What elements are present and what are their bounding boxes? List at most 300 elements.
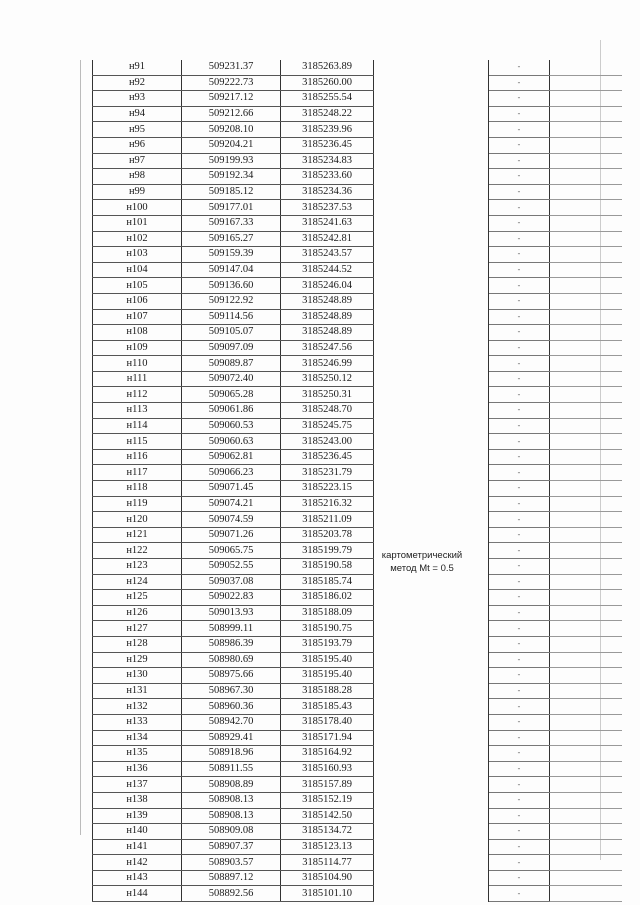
table-row — [93, 75, 623, 91]
table-row — [93, 215, 623, 231]
error-cell: - — [489, 356, 550, 372]
extra-cell — [550, 605, 623, 621]
y-coordinate-cell: 3185203.78 — [281, 527, 374, 543]
x-coordinate-cell: 508909.08 — [182, 824, 281, 840]
y-coordinate-cell: 3185248.70 — [281, 403, 374, 419]
method-cell — [374, 449, 489, 465]
point-name-cell: н140 — [93, 824, 182, 840]
x-coordinate-cell: 508942.70 — [182, 714, 281, 730]
table-row — [93, 543, 623, 559]
point-name-cell: н106 — [93, 293, 182, 309]
x-coordinate-cell: 508907.37 — [182, 839, 281, 855]
error-cell: - — [489, 465, 550, 481]
extra-cell — [550, 231, 623, 247]
scan-edge-line — [80, 60, 81, 835]
method-cell — [374, 699, 489, 715]
table-row — [93, 699, 623, 715]
x-coordinate-cell: 508908.89 — [182, 777, 281, 793]
y-coordinate-cell: 3185241.63 — [281, 215, 374, 231]
error-cell: - — [489, 512, 550, 528]
point-name-cell: н114 — [93, 418, 182, 434]
table-row — [93, 91, 623, 107]
y-coordinate-cell: 3185242.81 — [281, 231, 374, 247]
extra-cell — [550, 434, 623, 450]
x-coordinate-cell: 509177.01 — [182, 200, 281, 216]
point-name-cell: н94 — [93, 106, 182, 122]
extra-cell — [550, 449, 623, 465]
point-name-cell: н98 — [93, 169, 182, 185]
x-coordinate-cell: 508929.41 — [182, 730, 281, 746]
method-cell — [374, 371, 489, 387]
table-row — [93, 325, 623, 341]
table-row — [93, 403, 623, 419]
point-name-cell: н110 — [93, 356, 182, 372]
method-cell — [374, 75, 489, 91]
y-coordinate-cell: 3185248.89 — [281, 293, 374, 309]
table-row — [93, 153, 623, 169]
y-coordinate-cell: 3185248.22 — [281, 106, 374, 122]
method-cell — [374, 247, 489, 263]
table-row — [93, 621, 623, 637]
x-coordinate-cell: 509231.37 — [182, 60, 281, 75]
x-coordinate-cell: 509114.56 — [182, 309, 281, 325]
error-cell: - — [489, 605, 550, 621]
x-coordinate-cell: 509013.93 — [182, 605, 281, 621]
extra-cell — [550, 481, 623, 497]
point-name-cell: н133 — [93, 714, 182, 730]
extra-cell — [550, 418, 623, 434]
error-cell: - — [489, 434, 550, 450]
y-coordinate-cell: 3185250.31 — [281, 387, 374, 403]
y-coordinate-cell: 3185255.54 — [281, 91, 374, 107]
error-cell: - — [489, 543, 550, 559]
extra-cell — [550, 777, 623, 793]
x-coordinate-cell: 509208.10 — [182, 122, 281, 138]
method-cell — [374, 60, 489, 75]
method-cell — [374, 215, 489, 231]
x-coordinate-cell: 509072.40 — [182, 371, 281, 387]
error-cell: - — [489, 449, 550, 465]
table-row — [93, 746, 623, 762]
error-cell: - — [489, 371, 550, 387]
x-coordinate-cell: 508980.69 — [182, 652, 281, 668]
table-row — [93, 371, 623, 387]
error-cell: - — [489, 122, 550, 138]
method-cell — [374, 169, 489, 185]
error-cell: - — [489, 574, 550, 590]
table-row — [93, 870, 623, 886]
point-name-cell: н124 — [93, 574, 182, 590]
error-cell: - — [489, 403, 550, 419]
x-coordinate-cell: 508967.30 — [182, 683, 281, 699]
point-name-cell: н103 — [93, 247, 182, 263]
extra-cell — [550, 371, 623, 387]
x-coordinate-cell: 509097.09 — [182, 340, 281, 356]
table-row — [93, 855, 623, 871]
table-row — [93, 714, 623, 730]
y-coordinate-cell: 3185104.90 — [281, 870, 374, 886]
extra-cell — [550, 293, 623, 309]
coordinates-table — [92, 60, 622, 902]
method-note-line-2: метод Mt = 0.5 — [390, 563, 454, 574]
method-cell — [374, 137, 489, 153]
method-note-line-1: картометрический — [381, 550, 463, 561]
y-coordinate-cell: 3185263.89 — [281, 60, 374, 75]
error-cell: - — [489, 730, 550, 746]
y-coordinate-cell: 3185152.19 — [281, 792, 374, 808]
extra-cell — [550, 636, 623, 652]
extra-cell — [550, 387, 623, 403]
error-cell: - — [489, 231, 550, 247]
point-name-cell: н121 — [93, 527, 182, 543]
point-name-cell: н129 — [93, 652, 182, 668]
error-cell: - — [489, 215, 550, 231]
x-coordinate-cell: 508918.96 — [182, 746, 281, 762]
extra-cell — [550, 792, 623, 808]
error-cell: - — [489, 75, 550, 91]
coordinates-table-body — [93, 60, 623, 902]
table-row — [93, 730, 623, 746]
point-name-cell: н135 — [93, 746, 182, 762]
method-cell — [374, 839, 489, 855]
x-coordinate-cell: 509192.34 — [182, 169, 281, 185]
error-cell: - — [489, 668, 550, 684]
y-coordinate-cell: 3185247.56 — [281, 340, 374, 356]
extra-cell — [550, 855, 623, 871]
method-cell — [374, 200, 489, 216]
extra-cell — [550, 652, 623, 668]
y-coordinate-cell: 3185101.10 — [281, 886, 374, 902]
method-cell — [374, 730, 489, 746]
y-coordinate-cell: 3185223.15 — [281, 481, 374, 497]
y-coordinate-cell: 3185245.75 — [281, 418, 374, 434]
point-name-cell: н134 — [93, 730, 182, 746]
point-name-cell: н91 — [93, 60, 182, 75]
extra-cell — [550, 824, 623, 840]
error-cell: - — [489, 714, 550, 730]
table-row — [93, 792, 623, 808]
point-name-cell: н111 — [93, 371, 182, 387]
error-cell: - — [489, 824, 550, 840]
y-coordinate-cell: 3185234.36 — [281, 184, 374, 200]
extra-cell — [550, 465, 623, 481]
x-coordinate-cell: 508892.56 — [182, 886, 281, 902]
table-row — [93, 231, 623, 247]
method-cell — [374, 481, 489, 497]
table-row — [93, 465, 623, 481]
table-row — [93, 387, 623, 403]
point-name-cell: н100 — [93, 200, 182, 216]
point-name-cell: н142 — [93, 855, 182, 871]
point-name-cell: н126 — [93, 605, 182, 621]
table-row — [93, 527, 623, 543]
y-coordinate-cell: 3185233.60 — [281, 169, 374, 185]
error-cell: - — [489, 590, 550, 606]
table-row — [93, 106, 623, 122]
table-row — [93, 605, 623, 621]
point-name-cell: н138 — [93, 792, 182, 808]
extra-cell — [550, 309, 623, 325]
extra-cell — [550, 808, 623, 824]
method-cell — [374, 652, 489, 668]
x-coordinate-cell: 509074.59 — [182, 512, 281, 528]
extra-cell — [550, 746, 623, 762]
extra-cell — [550, 122, 623, 138]
x-coordinate-cell: 509060.53 — [182, 418, 281, 434]
method-cell — [374, 231, 489, 247]
table-row — [93, 169, 623, 185]
table-row — [93, 512, 623, 528]
y-coordinate-cell: 3185216.32 — [281, 496, 374, 512]
point-name-cell: н125 — [93, 590, 182, 606]
y-coordinate-cell: 3185195.40 — [281, 668, 374, 684]
error-cell: - — [489, 870, 550, 886]
table-row — [93, 777, 623, 793]
x-coordinate-cell: 508999.11 — [182, 621, 281, 637]
extra-cell — [550, 574, 623, 590]
y-coordinate-cell: 3185246.04 — [281, 278, 374, 294]
extra-cell — [550, 60, 623, 75]
error-cell: - — [489, 169, 550, 185]
y-coordinate-cell: 3185243.57 — [281, 247, 374, 263]
x-coordinate-cell: 509071.45 — [182, 481, 281, 497]
y-coordinate-cell: 3185248.89 — [281, 309, 374, 325]
point-name-cell: н115 — [93, 434, 182, 450]
x-coordinate-cell: 509185.12 — [182, 184, 281, 200]
point-name-cell: н113 — [93, 403, 182, 419]
y-coordinate-cell: 3185185.74 — [281, 574, 374, 590]
x-coordinate-cell: 509065.75 — [182, 543, 281, 559]
x-coordinate-cell: 509065.28 — [182, 387, 281, 403]
extra-cell — [550, 325, 623, 341]
table-row — [93, 559, 623, 575]
x-coordinate-cell: 508986.39 — [182, 636, 281, 652]
method-cell — [374, 91, 489, 107]
method-cell — [374, 808, 489, 824]
table-row — [93, 262, 623, 278]
x-coordinate-cell: 509136.60 — [182, 278, 281, 294]
extra-cell — [550, 356, 623, 372]
method-cell — [374, 325, 489, 341]
x-coordinate-cell: 509062.81 — [182, 449, 281, 465]
y-coordinate-cell: 3185244.52 — [281, 262, 374, 278]
extra-cell — [550, 543, 623, 559]
point-name-cell: н120 — [93, 512, 182, 528]
y-coordinate-cell: 3185193.79 — [281, 636, 374, 652]
x-coordinate-cell: 509052.55 — [182, 559, 281, 575]
table-row — [93, 808, 623, 824]
point-name-cell: н109 — [93, 340, 182, 356]
error-cell: - — [489, 621, 550, 637]
point-name-cell: н108 — [93, 325, 182, 341]
y-coordinate-cell: 3185234.83 — [281, 153, 374, 169]
y-coordinate-cell: 3185243.00 — [281, 434, 374, 450]
method-cell — [374, 106, 489, 122]
extra-cell — [550, 590, 623, 606]
method-cell — [374, 512, 489, 528]
method-cell — [374, 293, 489, 309]
table-row — [93, 278, 623, 294]
point-name-cell: н119 — [93, 496, 182, 512]
extra-cell — [550, 169, 623, 185]
table-row — [93, 356, 623, 372]
extra-cell — [550, 340, 623, 356]
table-row — [93, 137, 623, 153]
table-row — [93, 200, 623, 216]
extra-cell — [550, 200, 623, 216]
method-cell — [374, 636, 489, 652]
x-coordinate-cell: 508975.66 — [182, 668, 281, 684]
error-cell: - — [489, 200, 550, 216]
point-name-cell: н93 — [93, 91, 182, 107]
x-coordinate-cell: 509212.66 — [182, 106, 281, 122]
method-cell — [374, 527, 489, 543]
table-row — [93, 668, 623, 684]
method-cell — [374, 792, 489, 808]
point-name-cell: н141 — [93, 839, 182, 855]
method-cell — [374, 621, 489, 637]
point-name-cell: н139 — [93, 808, 182, 824]
extra-cell — [550, 683, 623, 699]
method-cell — [374, 403, 489, 419]
y-coordinate-cell: 3185195.40 — [281, 652, 374, 668]
point-name-cell: н132 — [93, 699, 182, 715]
point-name-cell: н116 — [93, 449, 182, 465]
method-cell — [374, 278, 489, 294]
method-cell — [374, 184, 489, 200]
table-row — [93, 293, 623, 309]
y-coordinate-cell: 3185160.93 — [281, 761, 374, 777]
error-cell: - — [489, 262, 550, 278]
point-name-cell: н128 — [93, 636, 182, 652]
x-coordinate-cell: 509147.04 — [182, 262, 281, 278]
extra-cell — [550, 153, 623, 169]
point-name-cell: н105 — [93, 278, 182, 294]
method-cell — [374, 356, 489, 372]
method-cell — [374, 496, 489, 512]
x-coordinate-cell: 508897.12 — [182, 870, 281, 886]
point-name-cell: н123 — [93, 559, 182, 575]
y-coordinate-cell: 3185188.28 — [281, 683, 374, 699]
point-name-cell: н130 — [93, 668, 182, 684]
y-coordinate-cell: 3185250.12 — [281, 371, 374, 387]
x-coordinate-cell: 508908.13 — [182, 808, 281, 824]
y-coordinate-cell: 3185142.50 — [281, 808, 374, 824]
extra-cell — [550, 91, 623, 107]
point-name-cell: н107 — [93, 309, 182, 325]
error-cell: - — [489, 293, 550, 309]
x-coordinate-cell: 509022.83 — [182, 590, 281, 606]
x-coordinate-cell: 509199.93 — [182, 153, 281, 169]
method-cell — [374, 340, 489, 356]
extra-cell — [550, 512, 623, 528]
point-name-cell: н96 — [93, 137, 182, 153]
y-coordinate-cell: 3185260.00 — [281, 75, 374, 91]
x-coordinate-cell: 509089.87 — [182, 356, 281, 372]
extra-cell — [550, 215, 623, 231]
table-row — [93, 839, 623, 855]
extra-cell — [550, 262, 623, 278]
error-cell: - — [489, 60, 550, 75]
error-cell: - — [489, 777, 550, 793]
y-coordinate-cell: 3185190.58 — [281, 559, 374, 575]
table-row — [93, 652, 623, 668]
method-cell — [374, 824, 489, 840]
x-coordinate-cell: 509122.92 — [182, 293, 281, 309]
method-cell — [374, 746, 489, 762]
point-name-cell: н97 — [93, 153, 182, 169]
error-cell: - — [489, 746, 550, 762]
error-cell: - — [489, 309, 550, 325]
x-coordinate-cell: 509165.27 — [182, 231, 281, 247]
y-coordinate-cell: 3185248.89 — [281, 325, 374, 341]
table-row — [93, 418, 623, 434]
extra-cell — [550, 621, 623, 637]
y-coordinate-cell: 3185178.40 — [281, 714, 374, 730]
y-coordinate-cell: 3185199.79 — [281, 543, 374, 559]
error-cell: - — [489, 387, 550, 403]
extra-cell — [550, 668, 623, 684]
point-name-cell: н127 — [93, 621, 182, 637]
point-name-cell: н101 — [93, 215, 182, 231]
point-name-cell: н104 — [93, 262, 182, 278]
table-row — [93, 481, 623, 497]
extra-cell — [550, 403, 623, 419]
point-name-cell: н95 — [93, 122, 182, 138]
x-coordinate-cell: 509204.21 — [182, 137, 281, 153]
x-coordinate-cell: 508960.36 — [182, 699, 281, 715]
method-cell — [374, 605, 489, 621]
point-name-cell: н99 — [93, 184, 182, 200]
method-cell — [374, 418, 489, 434]
extra-cell — [550, 496, 623, 512]
table-row — [93, 309, 623, 325]
table-row — [93, 122, 623, 138]
error-cell: - — [489, 683, 550, 699]
extra-cell — [550, 870, 623, 886]
table-row — [93, 683, 623, 699]
table-row — [93, 761, 623, 777]
y-coordinate-cell: 3185134.72 — [281, 824, 374, 840]
method-cell — [374, 262, 489, 278]
error-cell: - — [489, 792, 550, 808]
table-row — [93, 590, 623, 606]
extra-cell — [550, 527, 623, 543]
method-cell — [374, 668, 489, 684]
method-cell — [374, 590, 489, 606]
extra-cell — [550, 247, 623, 263]
x-coordinate-cell: 509037.08 — [182, 574, 281, 590]
error-cell: - — [489, 325, 550, 341]
x-coordinate-cell: 509159.39 — [182, 247, 281, 263]
y-coordinate-cell: 3185123.13 — [281, 839, 374, 855]
point-name-cell: н136 — [93, 761, 182, 777]
x-coordinate-cell: 508911.55 — [182, 761, 281, 777]
method-cell — [374, 387, 489, 403]
table-row — [93, 449, 623, 465]
error-cell: - — [489, 418, 550, 434]
table-row — [93, 496, 623, 512]
method-cell — [374, 855, 489, 871]
method-cell — [374, 465, 489, 481]
point-name-cell: н131 — [93, 683, 182, 699]
error-cell: - — [489, 481, 550, 497]
point-name-cell: н92 — [93, 75, 182, 91]
method-cell — [374, 309, 489, 325]
extra-cell — [550, 278, 623, 294]
y-coordinate-cell: 3185231.79 — [281, 465, 374, 481]
point-name-cell: н117 — [93, 465, 182, 481]
